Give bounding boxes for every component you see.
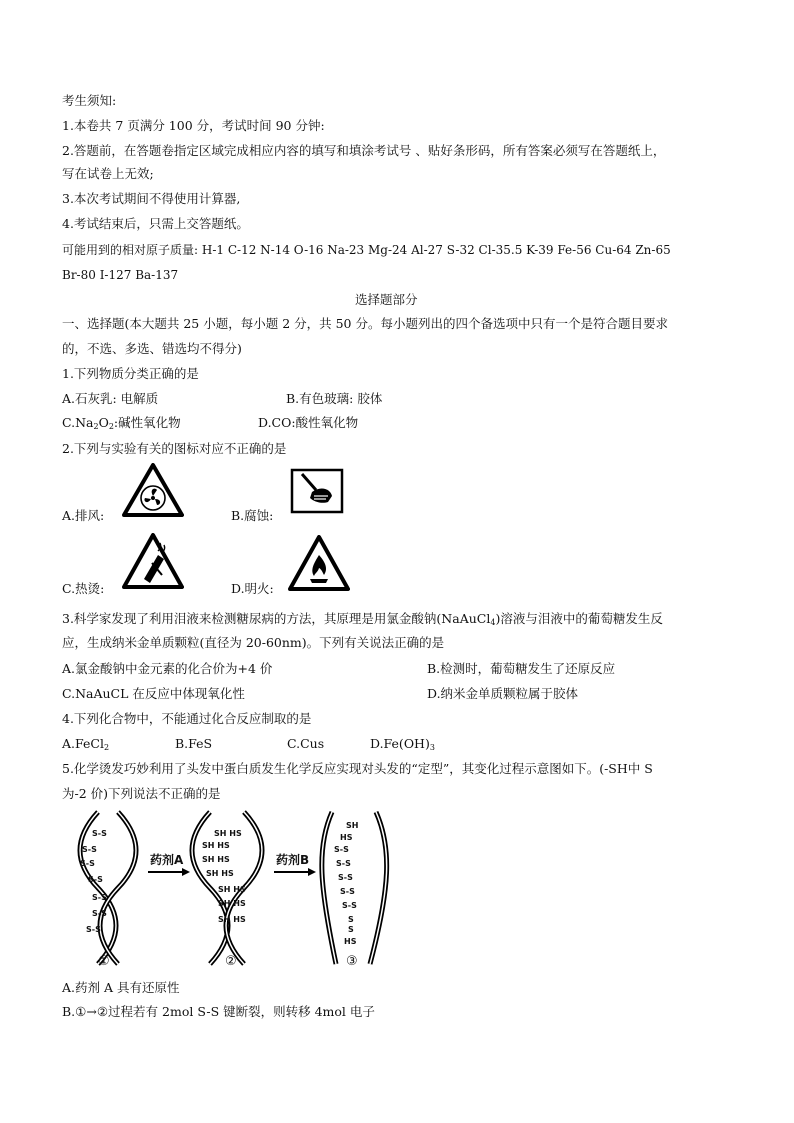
bond-2-3: SH HS <box>202 855 230 864</box>
q3-option-a: A.氯金酸钠中金元素的化合价为+4 价 <box>62 661 273 676</box>
notice-item-3: 3.本次考试期间不得使用计算器, <box>62 191 241 206</box>
bond-1-6: S-S <box>92 909 107 918</box>
q3-stem-1: 3.科学家发现了利用泪液来检测糖尿病的方法，其原理是用氯金酸钠(NaAuCl$_4$)溶液与泪液中的葡萄糖发生反 <box>62 611 663 627</box>
bond-3-6: S-S <box>340 887 355 896</box>
q4-option-d: $D.Fe(OH)_3$ <box>370 736 435 752</box>
q4-option-a: A.FeCl$_2$ <box>62 736 110 752</box>
bond-2-5: SH HS <box>218 885 246 894</box>
reagent-b-label: 药剂B <box>276 853 310 867</box>
bond-1-7: S-S <box>86 925 101 934</box>
bond-3-1: SH <box>346 821 359 830</box>
bond-2-1: SH HS <box>214 829 242 838</box>
bond-1-1: S-S <box>92 829 107 838</box>
q1-option-b: B.有色玻璃: 胶体 <box>286 391 383 406</box>
q2-option-a: A.排风: <box>62 508 105 523</box>
exhaust-fan-warning-icon <box>122 463 184 517</box>
notice-item-2: 2.答题前，在答题卷指定区域完成相应内容的填写和填涂考试号 、贴好条形码，所有答案必须写在答题纸上， <box>62 143 666 158</box>
bond-1-4: S-S <box>88 875 103 884</box>
corrosion-warning-icon <box>290 468 344 514</box>
bond-1-2: S-S <box>82 845 97 854</box>
q3-option-b: B.检测时，葡萄糖发生了还原反应 <box>427 661 616 676</box>
bond-3-7: S-S <box>342 901 357 910</box>
hair-perm-diagram <box>70 808 400 970</box>
part-one-instructions-2: 的，不选、多选、错选均不得分) <box>62 341 242 356</box>
bond-3-10: HS <box>344 937 357 946</box>
q1-option-d: D.CO:酸性氧化物 <box>258 415 359 430</box>
notice-item-1: 1.本卷共 7 页满分 100 分，考试时间 90 分钟: <box>62 118 325 133</box>
q2-option-c: C.热烫: <box>62 581 105 596</box>
bond-3-9: S <box>348 925 354 934</box>
q5-option-a: A.药剂 A 具有还原性 <box>62 980 180 995</box>
open-flame-warning-icon <box>288 535 350 591</box>
q2-option-b: B.腐蚀: <box>231 508 274 523</box>
atomic-mass-line-2: Br-80 I-127 Ba-137 <box>62 268 179 282</box>
q5-stem-2: 为-2 价)下列说法不正确的是 <box>62 786 221 801</box>
q3-option-d: D.纳米金单质颗粒属于胶体 <box>427 686 579 701</box>
bond-3-5: S-S <box>338 873 353 882</box>
bond-2-4: SH HS <box>206 869 234 878</box>
helix-1 <box>80 812 136 964</box>
q5-stem-1: 5.化学烫发巧妙利用了头发中蛋白质发生化学反应实现对头发的“定型”，其变化过程示意图如下。(-SH中 S <box>62 761 653 776</box>
q1-option-c: $C.Na_2O_2$:碱性氧化物 <box>62 415 181 431</box>
bond-2-2: SH HS <box>202 841 230 850</box>
bond-2-6: SH HS <box>218 899 246 908</box>
bond-3-8: S <box>348 915 354 924</box>
label-1: ① <box>98 954 110 969</box>
bond-3-2: HS <box>340 833 353 842</box>
q3-stem-2: 应，生成纳米金单质颗粒(直径为 20-60nm)。下列有关说法正确的是 <box>62 635 445 650</box>
bond-1-3: S-S <box>80 859 95 868</box>
q4-option-b: B.FeS <box>175 736 213 751</box>
q2-stem: 2.下列与实验有关的图标对应不正确的是 <box>62 441 287 456</box>
q1-stem: 1.下列物质分类正确的是 <box>62 366 199 381</box>
label-2: ② <box>225 954 237 969</box>
notice-item-4: 4.考试结束后，只需上交答题纸。 <box>62 216 249 231</box>
q5-option-b: B.①→②过程若有 2mol S-S 键断裂，则转移 4mol 电子 <box>62 1004 375 1019</box>
q3-option-c: C.NaAuCL 在反应中体现氧化性 <box>62 686 245 701</box>
part-one-instructions-1: 一、选择题(本大题共 25 小题，每小题 2 分，共 50 分。每小题列出的四个备选项中只有一个是符合题目要求 <box>62 316 668 331</box>
hot-surface-warning-icon <box>122 533 184 589</box>
atomic-mass-line-1: 可能用到的相对原子质量: H-1 C-12 N-14 O-16 Na-23 Mg-24 Al-27 S-32 Cl-35.5 K-39 Fe-56 Cu-64 Zn-65 <box>62 243 671 257</box>
q1-option-a: A.石灰乳: 电解质 <box>62 391 159 406</box>
notice-item-2-cont: 写在试卷上无效; <box>62 166 154 181</box>
label-3: ③ <box>346 954 358 969</box>
notice-title: 考生须知: <box>62 93 117 108</box>
bond-1-5: S-S <box>92 893 107 902</box>
section-title: 选择题部分 <box>355 292 418 307</box>
reagent-a-label: 药剂A <box>150 853 184 867</box>
q4-stem: 4.下列化合物中，不能通过化合反应制取的是 <box>62 711 312 726</box>
bond-3-4: S-S <box>336 859 351 868</box>
q4-option-c: C.Cus <box>287 736 325 751</box>
bond-3-3: S-S <box>334 845 349 854</box>
bond-2-7: SH HS <box>218 915 246 924</box>
q2-option-d: D.明火: <box>231 581 274 596</box>
